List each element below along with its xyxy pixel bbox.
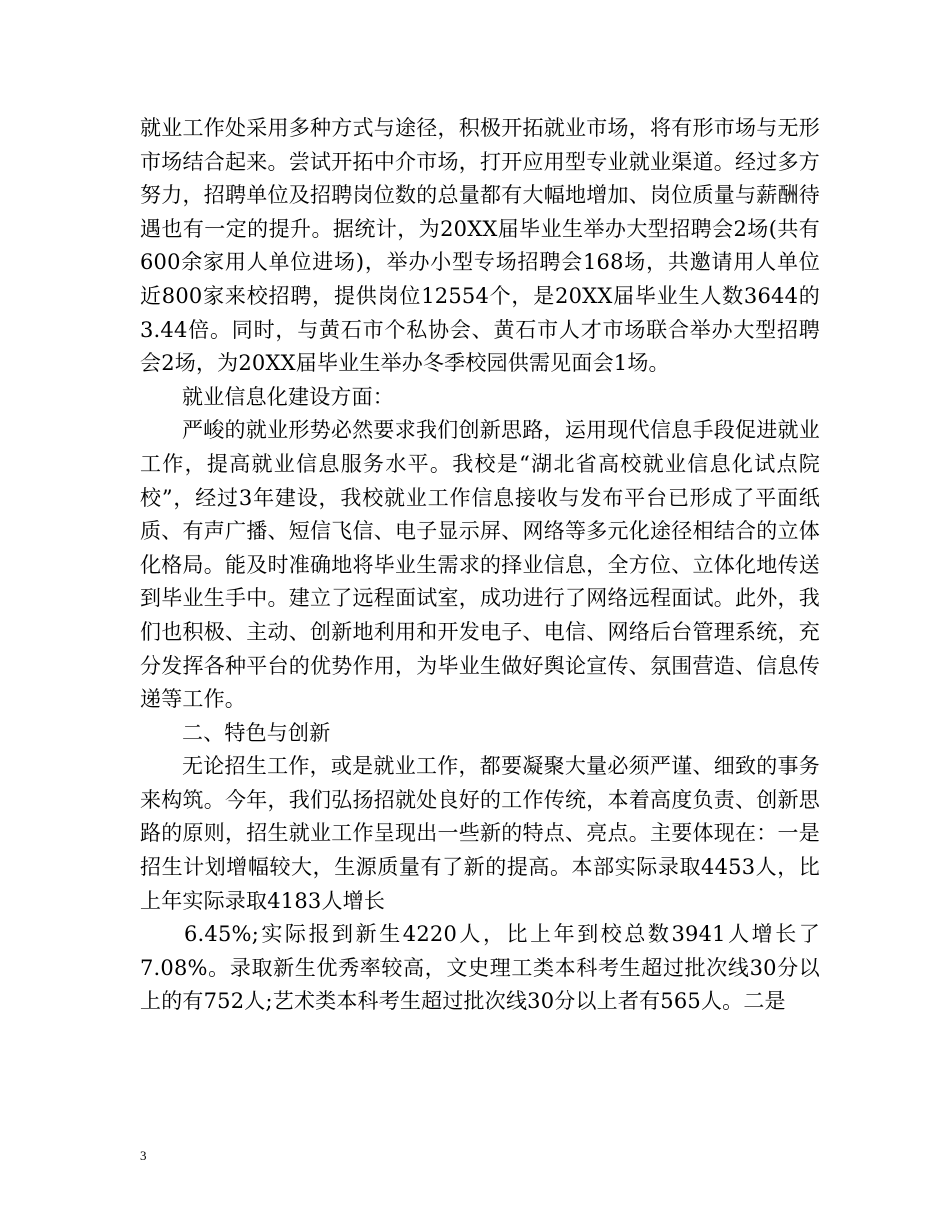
document-body — [140, 112, 820, 1019]
paragraph-features: 无论招生工作，或是就业工作，都要凝聚大量必须严谨、细致的事务来构筑。今年，我们弘扬招就处良好的工作传统，本着高度负责、创新思路的原则，招生就业工作呈现出一些新的特点、亮点。主要体现在：一是招生计划增幅较大，生源质量有了新的提高。本部实际录取4453人，比上年实际录取4183人增长 — [140, 754, 820, 913]
paragraph-heading-info-construction: 就业信息化建设方面： — [182, 384, 394, 409]
paragraph-heading-features: 二、特色与创新 — [182, 720, 331, 745]
paragraph-employment-market: 就业工作处采用多种方式与途径，积极开拓就业市场，将有形市场与无形市场结合起来。尝试开拓中介市场，打开应用型专业就业渠道。经过多方努力，招聘单位及招聘岗位数的总量都有大幅地增加、岗位质量与薪酬待遇也有一定的提升。据统计，为20XX届毕业生举办大型招聘会2场(共有600余家用人单位进场)，举办小型专场招聘会168场，共邀请用人单位近800家来校招聘，提供岗位12554个，是20XX届毕业生人数3644的3.44倍。同时，与黄石市个私协会、黄石市人才市场联合举办大型招聘会2场，为20XX届毕业生举办冬季校园供需见面会1场。 — [140, 116, 820, 376]
paragraph-info-construction: 严峻的就业形势必然要求我们创新思路，运用现代信息手段促进就业工作，提高就业信息服务水平。我校是“湖北省高校就业信息化试点院校”，经过3年建设，我校就业工作信息接收与发布平台已形成了平面纸质、有声广播、短信飞信、电子显示屏、网络等多元化途径相结合的立体化格局。能及时准确地将毕业生需求的择业信息，全方位、立体化地传送到毕业生手中。建立了远程面试室，成功进行了网络远程面试。此外，我们也积极、主动、创新地利用和开发电子、电信、网络后台管理系统，充分发挥各种平台的优势作用，为毕业生做好舆论宣传、氛围营造、信息传递等工作。 — [140, 418, 820, 712]
page-number: 3 — [140, 1148, 147, 1163]
paragraph-enrollment-stats: 6.45%;实际报到新生4220人，比上年到校总数3941人增长了7.08%。录取新生优秀率较高，文史理工类本科考生超过批次线30分以上的有752人;艺术类本科考生超过批次线30分以上者有565人。二是 — [140, 922, 820, 1014]
